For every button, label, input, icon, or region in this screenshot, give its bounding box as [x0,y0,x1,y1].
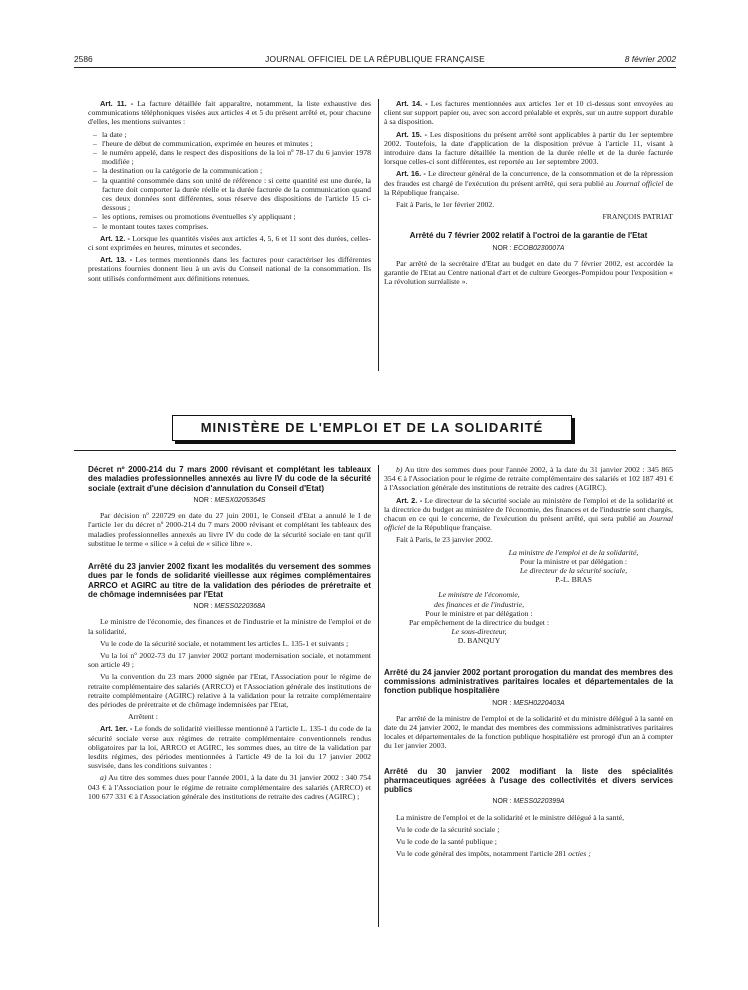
nor-reference: NOR : MESX0205364S [193,496,266,504]
journal-title: JOURNAL OFFICIEL DE LA RÉPUBLIQUE FRANÇAISE [265,54,485,64]
list-item: – le numéro appelé, dans le respect des dispositions de la loi nº 78-17 du 6 janvier 1978 modifiée ; [102,148,371,166]
paragraph: Vu le code de la sécurité sociale ; [396,824,500,834]
article-16: Art. 16. - Le directeur général de la concurrence, de la consommation et de la répression des fraudes est chargé de l'exécution du présent arrêté, qui sera publié au Journal officiel de la République française. [384,169,673,197]
list-item: – la quantité consommée dans son unité de référence : si cette quantité est une durée, la facture doit comporter la durée réelle et la durée facturée de la communication quand ces deux données sont différentes, sous réserve des dispositions de l'article 15 ci-dessous ; [102,176,371,213]
article-13: Art. 13. - Les termes mentionnés dans les factures pour caractériser les différentes prestations fournies donnent lieu à un avis du Conseil national de la consommation. Ils sont utilisés conformément aux définitions retenues. [88,255,371,283]
arrete-title: Arrêté du 7 février 2002 relatif à l'octroi de la garantie de l'Etat [409,231,648,241]
item-b: b) Au titre des sommes dues pour l'année 2002, à la date du 31 janvier 2002 : 345 865 354 € à l'Association pour le régime de retraite complémentaire des salariés et 102 187 491 € à l'Association générale des institutions de retraite des cadres (AGIRC). [384,465,673,493]
paragraph: Vu la convention du 23 mars 2000 signée par l'Etat, l'Association pour le régime de retraite complémentaire des salariés (ARRCO) et l'Association générale des institutions de retraite complémentaire (AGIRC) relative à la validation pour la retraite complémentaire des périodes de préretraite et de chômage indemnisées par l'Etat, [88,672,371,709]
section-rule [74,450,676,451]
nor-reference: NOR : MESS0220368A [193,603,266,611]
top-right-column [384,99,673,290]
issue-date: 8 février 2002 [624,54,676,64]
list-item: – la date ; [102,130,371,139]
list-item: – les options, remises ou promotions éventuelles s'y appliquant ; [102,212,371,221]
arrete-title: Arrêté du 24 janvier 2002 portant prorogation du mandat des membres des commissions administratives paritaires locales et départementales de la fonction publique hospitalière [384,667,673,696]
paragraph: Vu le code de la santé publique ; [396,837,497,847]
bottom-left-column [88,465,371,804]
article-1: Art. 1er. - Le fonds de solidarité vieillesse mentionné à l'article L. 135-1 du code de la sécurité sociale verse aux régimes de retraite complémentaire conventionnels rendus obligatoires par la loi, ARRCO et AGIRC, les sommes dues, au titre de la validation par lesdits régimes, des périodes mentionnées à l'article 49 de la loi du 17 janvier 2002 susvisée, dans les conditions suivantes : [88,724,372,771]
decret-body: Par décision nº 220729 en date du 27 juin 2001, le Conseil d'Etat a annulé le I de l'article 1er du décret nº 2000-214 du 7 mars 2000 révisant et complétant les tableaux des maladies professionnelles annexés au livre IV du code de la sécurité sociale en tant qu'il substitue le terme « silice » à celui de « silice libre ». [88,511,371,548]
signature: FRANÇOIS PATRIAT [602,212,673,222]
header-rule [74,67,676,68]
arrete-body: Par arrêté de la ministre de l'emploi et de la solidarité et du ministre délégué à la santé en date du 24 janvier 2002, le mandat des membres des commissions administratives paritaires locales et départementales de la fonction publique hospitalière est prorogé d'un an à compter du 1er janvier 2003. [384,713,673,751]
paragraph: Vu la loi nº 2002-73 du 17 janvier 2002 portant modernisation sociale, et notamment son article 49 ; [88,650,371,670]
nor-reference: NOR : ECOB0230007A [492,244,565,252]
signature-block-1: La ministre de l'emploi et de la solidarité, Pour la ministre et par délégation : Le directeur de la sécurité sociale, P.-L. BRAS [508,547,639,585]
paragraph: La ministre de l'emploi et de la solidarité et le ministre délégué à la santé, [396,812,625,822]
article-12: Art. 12. - Lorsque les quantités visées aux articles 4, 5, 6 et 11 sont des durées, celles-ci sont exprimées en heures, minutes et secondes. [88,233,372,253]
paragraph: Vu le code de la sécurité sociale, et notamment les articles L. 135-1 et suivants ; [100,638,349,648]
list-item: – le montant toutes taxes comprises. [102,222,371,231]
item-a: a) Au titre des sommes dues pour l'année 2001, à la date du 31 janvier 2002 : 340 754 043 € à l'Association pour le régime de retraite complémentaire des salariés (ARRCO) et 100 677 331 € à l'Association générale des institutions de retraite des cadres (AGIRC) ; [88,773,371,801]
signature-block-2: Le ministre de l'économie, des finances et de l'industrie, Pour le ministre et par délégation : Par empêchement de la directrice du budget : Le sous-directeur, D. BANQUY [408,590,550,646]
fait-a-paris: Fait à Paris, le 1er février 2002. [396,200,495,210]
top-left-column [88,99,371,286]
list-item: – la destination ou la catégorie de la communication ; [102,166,371,175]
article-14: Art. 14. - Les factures mentionnées aux articles 1er et 10 ci-dessus sont envoyées au client sur support papier ou, avec son accord préalable et exprès, sur un autre support durable à sa disposition. [384,99,674,127]
page-header [74,54,676,66]
article-2: Art. 2. - Le directeur de la sécurité sociale au ministère de l'emploi et de la solidarité et la directrice du budget au ministère de l'économie, des finances et de l'industrie sont chargés, chacun en ce qui le concerne, de l'exécution du présent arrêté, qui sera publié au Journal officiel de la République française. [384,495,674,533]
ministry-banner: MINISTÈRE DE L'EMPLOI ET DE LA SOLIDARITÉ [172,415,572,441]
paragraph: Vu le code général des impôts, notamment l'article 281 octies ; [396,849,591,859]
arretent: Arrêtent : [128,712,158,722]
arrete-title: Arrêté du 30 janvier 2002 modifiant la liste des spécialités pharmaceutiques agréées à l'usage des collectivités et divers services publics [384,766,673,795]
column-divider-bottom [378,465,379,927]
nor-reference: NOR : MESS0220399A [492,798,565,806]
arrete-title: Arrêté du 23 janvier 2002 fixant les modalités du versement des sommes dues par le fonds de solidarité vieillesse aux régimes complémentaires ARRCO et AGIRC au titre de la validation des périodes de préretraite et de chômage indemnisées par l'Etat [88,561,371,599]
arrete-body: Par arrêté de la secrétaire d'Etat au budget en date du 7 février 2002, est accordée la garantie de l'Etat au Centre national d'art et de culture Georges-Pompidou pour l'exposition « La révolution surréaliste ». [384,258,673,287]
column-divider-top [378,99,379,371]
article-11-list [88,130,371,231]
article-11: Art. 11. - La facture détaillée fait apparaître, notamment, la liste exhaustive des communications téléphoniques visées aux articles 4 et 5 du présent arrêté et, pour chacune d'elles, les mentions suivantes : [88,99,371,127]
decret-title: Décret nº 2000-214 du 7 mars 2000 révisant et complétant les tableaux des maladies professionnelles annexés au livre IV du code de la sécurité sociale (extrait d'une décision d'annulation du Conseil d'Etat) [88,465,371,493]
paragraph: Le ministre de l'économie, des finances et de l'industrie et la ministre de l'emploi et de la solidarité, [88,617,371,636]
page-number: 2586 [74,54,93,64]
bottom-right-column [384,465,673,861]
fait-a-paris: Fait à Paris, le 23 janvier 2002. [396,535,493,545]
article-15: Art. 15. - Les dispositions du présent arrêté sont applicables à partir du 1er septembre 2002. Toutefois, la date d'application de la disposition prévue à l'article 11, visant à introduire dans la facture détaillée la mention de la durée réelle et de la durée facturée lorsque celles-ci sont différentes, est reportée au 1er septembre 2003. [384,129,673,167]
list-item: – l'heure de début de communication, exprimée en heures et minutes ; [102,139,371,148]
nor-reference: NOR : MESH0220403A [492,699,565,707]
